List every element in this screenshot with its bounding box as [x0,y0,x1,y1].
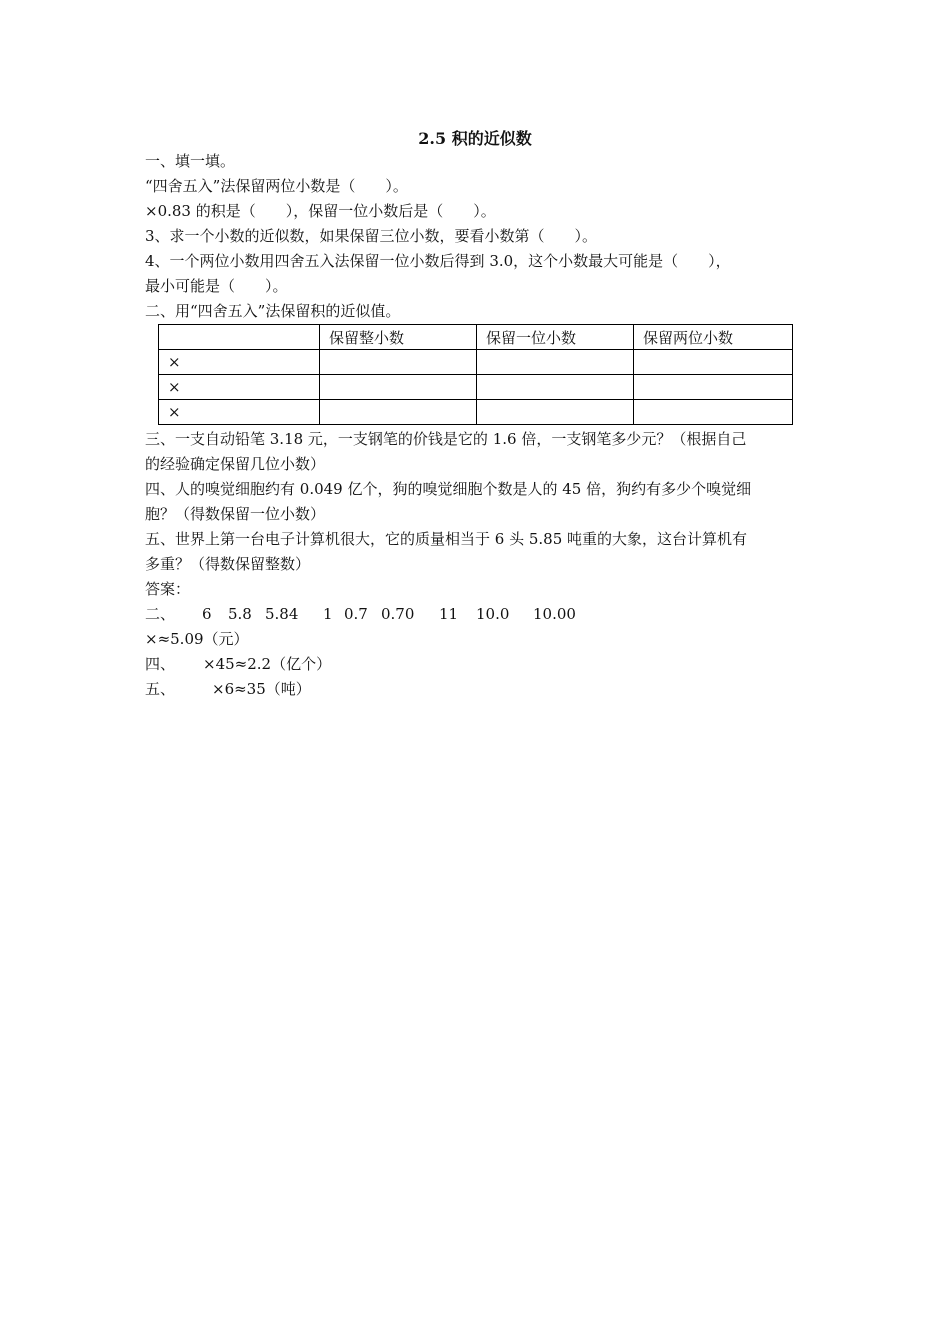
section4-line2: 胞？（得数保留一位小数） [145,505,326,523]
table-cell [634,375,793,400]
table-row [159,350,793,375]
table-header-cell: 保留一位小数 [477,325,634,350]
answer-value: 11 [439,605,459,623]
section4-line1: 四、人的嗅觉细胞约有 0.049 亿个，狗的嗅觉细胞个数是人的 45 倍，狗约有多少个嗅觉细 [145,480,752,498]
question-2: ×0.83 的积是（ ），保留一位小数后是（ ）。 [145,202,496,220]
answers-heading: 答案： [145,580,191,598]
table-cell [477,375,634,400]
question-3: 3、求一个小数的近似数，如果保留三位小数，要看小数第（ ）。 [145,227,598,245]
table-cell [477,400,634,425]
table-cell [477,350,634,375]
answer-value: 0.70 [381,605,415,623]
table-header-cell: 保留两位小数 [634,325,793,350]
section5-line2: 多重？（得数保留整数） [145,555,311,573]
answer-2-row [145,604,576,624]
section5-line1: 五、世界上第一台电子计算机很大，它的质量相当于 6 头 5.85 吨重的大象，这台计算机有 [145,530,748,548]
table-cell [634,350,793,375]
answer-3: ×≈5.09（元） [145,630,249,648]
section1-heading: 一、填一填。 [145,152,236,170]
answer-value: 5.84 [265,605,299,623]
answer-2-label: 二、 [145,605,176,623]
question-4-line1: 4、一个两位小数用四舍五入法保留一位小数后得到 3.0，这个小数最大可能是（ ）， [145,252,731,270]
page-title: 2.5 积的近似数 [418,129,532,148]
answer-value: 6 [202,605,212,623]
table-row [159,400,793,425]
table-cell [320,400,477,425]
table-cell [320,350,477,375]
section3-line2: 的经验确定保留几位小数） [145,455,326,473]
question-4-line2: 最小可能是（ ）。 [145,277,288,295]
answer-value: 5.8 [228,605,252,623]
answer-value: 0.7 [344,605,368,623]
table-header-cell: 保留整小数 [320,325,477,350]
table-cell [320,375,477,400]
answer-4: ×45≈2.2（亿个） [203,655,332,673]
answer-5-row [145,679,311,699]
answer-4-label: 四、 [145,655,176,673]
table-cell: × [159,375,320,400]
table-header-row [159,325,793,350]
table-cell: × [159,350,320,375]
answer-value: 10.00 [533,605,576,623]
table-cell: × [159,400,320,425]
section3-line1: 三、一支自动铅笔 3.18 元，一支钢笔的价钱是它的 1.6 倍，一支钢笔多少元？（根据自己 [145,430,747,448]
answer-value: 10.0 [476,605,510,623]
table-header-cell [159,325,320,350]
answer-5-label: 五、 [145,680,176,698]
answer-value: 1 [323,605,333,623]
section2-heading: 二、用“四舍五入”法保留积的近似值。 [145,302,401,320]
table-row [159,375,793,400]
answer-4-row [145,654,331,674]
question-1: “四舍五入”法保留两位小数是（ ）。 [145,177,408,195]
table-cell [634,400,793,425]
answer-5: ×6≈35（吨） [212,680,311,698]
approximation-table [158,324,793,425]
